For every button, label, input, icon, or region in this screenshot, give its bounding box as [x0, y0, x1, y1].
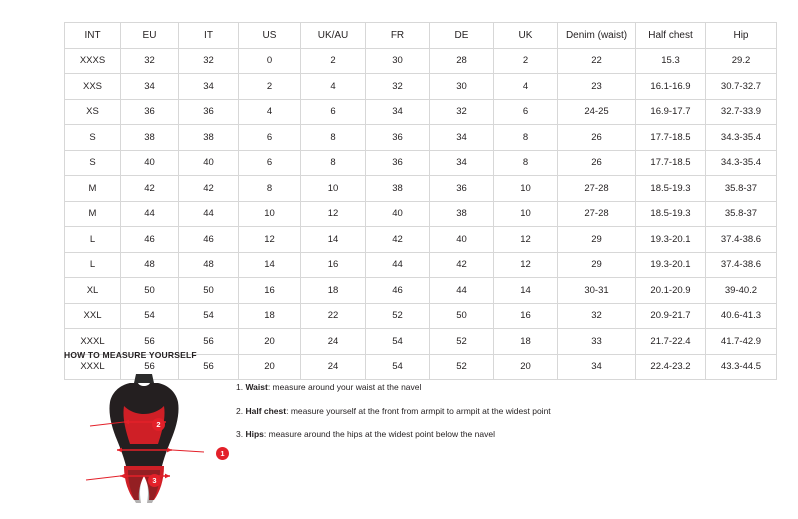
cell-denim-waist: 29 — [558, 252, 636, 278]
cell-fr: 54 — [366, 354, 430, 380]
cell-denim-waist: 34 — [558, 354, 636, 380]
cell-half-chest: 16.9-17.7 — [636, 99, 706, 125]
cell-eu: 36 — [121, 99, 179, 125]
table-row — [65, 99, 777, 125]
cell-fr: 36 — [366, 150, 430, 176]
column-header-denim-waist: Denim (waist) — [558, 23, 636, 49]
cell-int: L — [65, 252, 121, 278]
size-conversion-table — [64, 22, 777, 380]
cell-it: 42 — [179, 176, 239, 202]
cell-int: S — [65, 125, 121, 151]
cell-half-chest: 19.3-20.1 — [636, 227, 706, 253]
cell-de: 34 — [430, 150, 494, 176]
cell-it: 50 — [179, 278, 239, 304]
cell-int: XXS — [65, 74, 121, 100]
cell-de: 30 — [430, 74, 494, 100]
cell-int: XXXL — [65, 354, 121, 380]
cell-us: 10 — [239, 201, 301, 227]
cell-fr: 46 — [366, 278, 430, 304]
callout-marker-3: 3 — [148, 474, 161, 487]
table-row — [65, 201, 777, 227]
table-row — [65, 227, 777, 253]
cell-eu: 34 — [121, 74, 179, 100]
cell-de: 42 — [430, 252, 494, 278]
cell-uk: 12 — [494, 252, 558, 278]
cell-uk: 4 — [494, 74, 558, 100]
cell-de: 36 — [430, 176, 494, 202]
table-row — [65, 74, 777, 100]
column-header-it: IT — [179, 23, 239, 49]
cell-fr: 42 — [366, 227, 430, 253]
step-term-half-chest: Half chest — [245, 405, 287, 416]
measure-step-hips — [236, 429, 551, 440]
column-header-fr: FR — [366, 23, 430, 49]
cell-eu: 54 — [121, 303, 179, 329]
measure-step-half-chest — [236, 406, 551, 417]
cell-hip: 29.2 — [706, 48, 777, 74]
cell-half-chest: 17.7-18.5 — [636, 125, 706, 151]
cell-uk: 14 — [494, 278, 558, 304]
column-header-uk: UK — [494, 23, 558, 49]
cell-hip: 39-40.2 — [706, 278, 777, 304]
cell-half-chest: 18.5-19.3 — [636, 176, 706, 202]
column-header-de: DE — [430, 23, 494, 49]
cell-de: 34 — [430, 125, 494, 151]
cell-uk-au: 24 — [301, 354, 366, 380]
cell-uk-au: 18 — [301, 278, 366, 304]
cell-int: XXXL — [65, 329, 121, 355]
table-row — [65, 125, 777, 151]
cell-uk-au: 4 — [301, 74, 366, 100]
cell-half-chest: 19.3-20.1 — [636, 252, 706, 278]
step-number-2: 2. — [236, 405, 244, 416]
cell-de: 50 — [430, 303, 494, 329]
cell-half-chest: 20.9-21.7 — [636, 303, 706, 329]
cell-us: 6 — [239, 150, 301, 176]
cell-eu: 56 — [121, 354, 179, 380]
cell-eu: 32 — [121, 48, 179, 74]
cell-denim-waist: 26 — [558, 150, 636, 176]
cell-de: 38 — [430, 201, 494, 227]
column-header-us: US — [239, 23, 301, 49]
cell-de: 52 — [430, 354, 494, 380]
column-header-hip: Hip — [706, 23, 777, 49]
cell-eu: 42 — [121, 176, 179, 202]
cell-uk: 8 — [494, 150, 558, 176]
column-header-half-chest: Half chest — [636, 23, 706, 49]
cell-denim-waist: 26 — [558, 125, 636, 151]
table-row — [65, 48, 777, 74]
cell-uk: 10 — [494, 201, 558, 227]
cell-uk: 16 — [494, 303, 558, 329]
cell-half-chest: 21.7-22.4 — [636, 329, 706, 355]
cell-eu: 56 — [121, 329, 179, 355]
cell-int: XS — [65, 99, 121, 125]
step-term-hips: Hips — [245, 429, 264, 440]
table-row — [65, 252, 777, 278]
cell-uk-au: 14 — [301, 227, 366, 253]
cell-uk-au: 8 — [301, 125, 366, 151]
table-row — [65, 176, 777, 202]
cell-half-chest: 15.3 — [636, 48, 706, 74]
cell-hip: 32.7-33.9 — [706, 99, 777, 125]
cell-denim-waist: 24-25 — [558, 99, 636, 125]
cell-half-chest: 20.1-20.9 — [636, 278, 706, 304]
cell-fr: 38 — [366, 176, 430, 202]
cell-fr: 54 — [366, 329, 430, 355]
cell-uk: 10 — [494, 176, 558, 202]
cell-hip: 30.7-32.7 — [706, 74, 777, 100]
cell-it: 46 — [179, 227, 239, 253]
cell-uk: 8 — [494, 125, 558, 151]
cell-denim-waist: 33 — [558, 329, 636, 355]
cell-hip: 35.8-37 — [706, 201, 777, 227]
cell-eu: 40 — [121, 150, 179, 176]
cell-denim-waist: 30-31 — [558, 278, 636, 304]
cell-hip: 35.8-37 — [706, 176, 777, 202]
how-to-measure-body — [64, 370, 736, 505]
cell-uk-au: 24 — [301, 329, 366, 355]
cell-it: 32 — [179, 48, 239, 74]
cell-int: M — [65, 201, 121, 227]
cell-fr: 44 — [366, 252, 430, 278]
cell-eu: 46 — [121, 227, 179, 253]
step-number-1: 1. — [236, 382, 244, 392]
cell-hip: 43.3-44.5 — [706, 354, 777, 380]
cell-int: XXL — [65, 303, 121, 329]
cell-it: 44 — [179, 201, 239, 227]
cell-it: 56 — [179, 354, 239, 380]
measure-steps-list — [236, 370, 551, 453]
how-to-measure-title: HOW TO MEASURE YOURSELF — [64, 350, 197, 360]
cell-half-chest: 18.5-19.3 — [636, 201, 706, 227]
cell-denim-waist: 27-28 — [558, 201, 636, 227]
cell-fr: 36 — [366, 125, 430, 151]
cell-denim-waist: 29 — [558, 227, 636, 253]
size-table-container — [64, 22, 762, 380]
cell-fr: 30 — [366, 48, 430, 74]
table-body — [65, 48, 777, 380]
cell-eu: 48 — [121, 252, 179, 278]
cell-denim-waist: 27-28 — [558, 176, 636, 202]
cell-uk: 2 — [494, 48, 558, 74]
cell-uk-au: 2 — [301, 48, 366, 74]
cell-de: 28 — [430, 48, 494, 74]
cell-de: 52 — [430, 329, 494, 355]
cell-us: 16 — [239, 278, 301, 304]
cell-uk: 6 — [494, 99, 558, 125]
cell-denim-waist: 32 — [558, 303, 636, 329]
cell-uk: 20 — [494, 354, 558, 380]
cell-hip: 34.3-35.4 — [706, 150, 777, 176]
cell-fr: 40 — [366, 201, 430, 227]
cell-us: 2 — [239, 74, 301, 100]
table-header — [65, 23, 777, 49]
step-number-3: 3. — [236, 429, 244, 440]
cell-de: 44 — [430, 278, 494, 304]
cell-us: 0 — [239, 48, 301, 74]
cell-it: 38 — [179, 125, 239, 151]
cell-eu: 38 — [121, 125, 179, 151]
cell-hip: 40.6-41.3 — [706, 303, 777, 329]
cell-us: 14 — [239, 252, 301, 278]
cell-it: 56 — [179, 329, 239, 355]
cell-uk-au: 10 — [301, 176, 366, 202]
how-to-measure-section — [64, 350, 736, 505]
cell-de: 40 — [430, 227, 494, 253]
cell-uk-au: 16 — [301, 252, 366, 278]
table-row — [65, 303, 777, 329]
column-header-int: INT — [65, 23, 121, 49]
cell-it: 54 — [179, 303, 239, 329]
cell-us: 4 — [239, 99, 301, 125]
column-header-uk-au: UK/AU — [301, 23, 366, 49]
cell-uk: 18 — [494, 329, 558, 355]
cell-us: 6 — [239, 125, 301, 151]
table-row — [65, 278, 777, 304]
cell-half-chest: 22.4-23.2 — [636, 354, 706, 380]
cell-int: XL — [65, 278, 121, 304]
cell-fr: 32 — [366, 74, 430, 100]
cell-denim-waist: 22 — [558, 48, 636, 74]
callout-marker-1: 1 — [216, 447, 229, 460]
cell-hip: 34.3-35.4 — [706, 125, 777, 151]
cell-us: 8 — [239, 176, 301, 202]
step-term-waist: Waist — [245, 382, 268, 392]
cell-eu: 50 — [121, 278, 179, 304]
table-row — [65, 150, 777, 176]
mannequin-figure-svg — [84, 370, 204, 505]
cell-half-chest: 16.1-16.9 — [636, 74, 706, 100]
cell-it: 36 — [179, 99, 239, 125]
step-text-hips: : measure around the hips at the widest point below the navel — [263, 429, 495, 440]
cell-uk-au: 6 — [301, 99, 366, 125]
cell-us: 20 — [239, 329, 301, 355]
step-text-half-chest: : measure yourself at the front from armpit to armpit at the widest point — [286, 405, 551, 416]
cell-int: S — [65, 150, 121, 176]
cell-us: 18 — [239, 303, 301, 329]
measure-step-waist — [236, 382, 551, 393]
callout-marker-2: 2 — [152, 418, 165, 431]
cell-denim-waist: 23 — [558, 74, 636, 100]
cell-it: 34 — [179, 74, 239, 100]
cell-hip: 41.7-42.9 — [706, 329, 777, 355]
cell-int: XXXS — [65, 48, 121, 74]
cell-hip: 37.4-38.6 — [706, 227, 777, 253]
cell-uk-au: 12 — [301, 201, 366, 227]
cell-eu: 44 — [121, 201, 179, 227]
cell-uk-au: 8 — [301, 150, 366, 176]
step-text-waist: : measure around your waist at the navel — [267, 382, 422, 392]
mannequin-illustration — [84, 370, 204, 505]
cell-int: M — [65, 176, 121, 202]
cell-it: 40 — [179, 150, 239, 176]
cell-uk: 12 — [494, 227, 558, 253]
cell-de: 32 — [430, 99, 494, 125]
cell-fr: 52 — [366, 303, 430, 329]
cell-fr: 34 — [366, 99, 430, 125]
cell-us: 12 — [239, 227, 301, 253]
cell-uk-au: 22 — [301, 303, 366, 329]
column-header-eu: EU — [121, 23, 179, 49]
table-header-row — [65, 23, 777, 49]
cell-it: 48 — [179, 252, 239, 278]
cell-hip: 37.4-38.6 — [706, 252, 777, 278]
cell-int: L — [65, 227, 121, 253]
cell-half-chest: 17.7-18.5 — [636, 150, 706, 176]
cell-us: 20 — [239, 354, 301, 380]
